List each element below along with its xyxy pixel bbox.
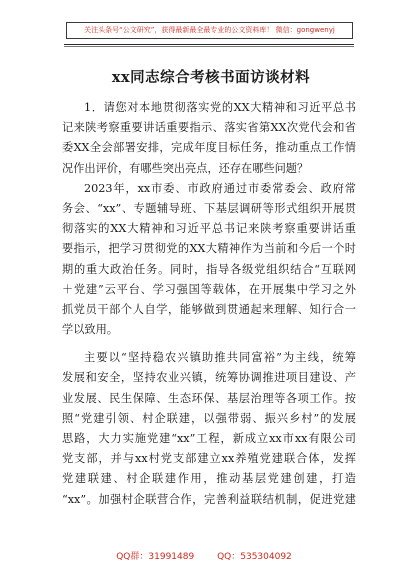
header-rule-thin (64, 46, 354, 47)
body-line: “xx”。加强村企联营合作，完善利益联结机制，促进党建 (62, 492, 356, 506)
body-line: 抓党员干部个人自学，能够做到贯通起来理解、知行合一 (62, 302, 356, 316)
body-line: 委XX全会部署安排，完成年度目标任务，推动重点工作情 (62, 141, 356, 155)
body-line: 党支部，并与xx村党支部建立xx养殖党建联合体，发挥 (62, 452, 356, 466)
body-line: 思路，大力实施党建“xx”工程，新成立xx市xx有限公司 (62, 432, 356, 445)
paragraph-gap (62, 340, 356, 348)
body-line: 照“党建引领、村企联建，以强带弱、振兴乡村”的发展 (62, 411, 356, 425)
document-title: xx同志综合考核书面访谈材料 (111, 69, 311, 86)
body-line: 学以致用。 (62, 323, 118, 337)
body-line: 党建联建、村企联建作用，推动基层党建创建，打造 (62, 472, 356, 486)
body-line: 况作出评价，有哪些突出亮点，还存在哪些问题？ (62, 161, 309, 175)
footer-qq: QQ：535304092 (217, 552, 292, 562)
body-line: 发展和安全，坚持农业兴镇，统筹协调推进项目建设、产 (62, 371, 356, 385)
body-line: 记来陕考察重要讲话重要指示、落实省第XX次党代会和省 (62, 121, 356, 135)
body-line: ＋党建”云平台、学习强国等载体，在开展集中学习之外 (62, 282, 356, 296)
body-line: 彻落实的XX大精神和习近平总书记来陕考察重要讲话重 (62, 222, 356, 236)
document-body (62, 98, 356, 510)
header-rule (64, 44, 354, 45)
footer-qq-group: QQ群：31991489 (116, 552, 195, 562)
body-line: 期的重大政治任务。同时，指导各级党组织结合“互联网 (62, 262, 356, 276)
header-banner: 关注头条号“公文研究”，获得最新最全最专业的公文资料库！ 微信：gongwenyj (66, 22, 353, 39)
footer-contact (0, 549, 408, 562)
body-line: 业发展、民生保障、生态环保、基层治理等各项工作。按 (62, 391, 356, 405)
body-line: 要指示，把学习贯彻党的XX大精神作为当前和今后一个时 (62, 242, 356, 256)
body-line: 1．请您对本地贯彻落实党的XX大精神和习近平总书 (84, 101, 356, 114)
body-line: 务会、“xx”、专题辅导班、下基层调研等形式组织开展贯 (62, 201, 356, 215)
body-line: 主要以“坚持稳农兴镇助推共同富裕”为主线，统筹 (84, 351, 356, 365)
body-line: 2023年，xx市委、市政府通过市委常委会、政府常 (84, 181, 356, 195)
